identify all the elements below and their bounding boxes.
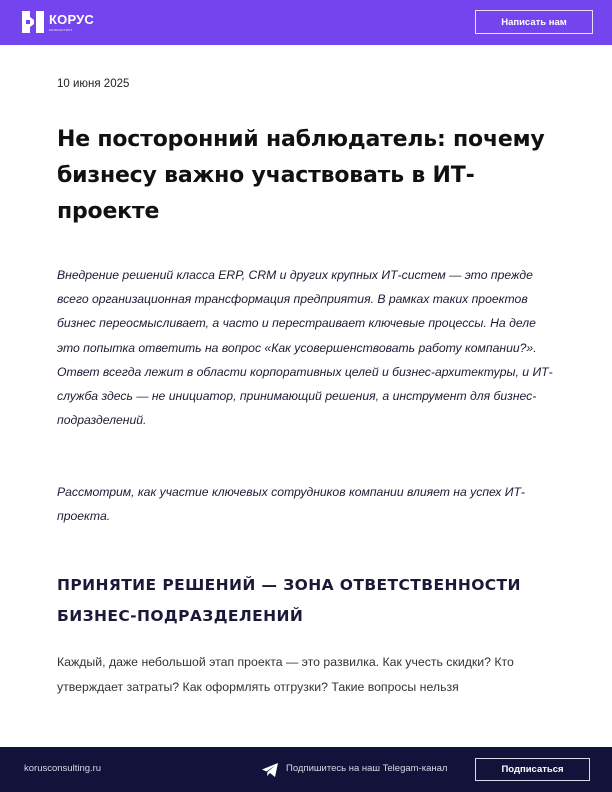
contact-us-button[interactable]: Написать нам xyxy=(475,10,593,34)
telegram-prompt: Подпишитесь на наш Telegam-канал xyxy=(286,763,448,774)
logo-subtitle: консалтинг xyxy=(49,26,73,32)
article-body-text: Каждый, даже небольшой этап проекта — это развилка. Как учесть скидки? Кто утверждает затраты? Как оформлять отгрузки? Такие вопросы нельзя xyxy=(57,655,514,694)
subscribe-button[interactable]: Подписаться xyxy=(475,758,590,781)
logo-name: КОРУС xyxy=(49,11,95,27)
article-lead: Внедрение решений класса ERP, CRM и других крупных ИТ-систем — это прежде всего организационная трансформация предприятия. В рамках таких проектов бизнес переосмысливает, а часто и перестраивает ключевые процессы. На деле это попытка ответить на вопрос «Как усовершенствовать работу компании?». Ответ всегда лежит в области корпоративных целей и бизнес-архитектуры, и ИТ-служба здесь — не инициатор, принимающий решения, а инструмент для бизнес-подразделений. xyxy=(57,268,553,428)
site-header xyxy=(0,0,612,45)
article-lead-secondary: Рассмотрим, как участие ключевых сотрудников компании влияет на успех ИТ-проекта. xyxy=(57,485,525,524)
korus-logo-icon xyxy=(22,11,44,33)
korus-logo[interactable] xyxy=(22,11,94,33)
publish-date: 10 июня 2025 xyxy=(57,78,130,90)
footer-site-link[interactable]: korusconsulting.ru xyxy=(24,763,102,774)
site-footer xyxy=(0,747,612,792)
article-title: Не посторонний наблюдатель: почему бизнесу важно участвовать в ИТ-проекте xyxy=(57,127,545,224)
section-heading: ПРИНЯТИЕ РЕШЕНИЙ — ЗОНА ОТВЕТСТВЕННОСТИ БИЗНЕС-ПОДРАЗДЕЛЕНИЙ xyxy=(57,576,521,625)
telegram-icon xyxy=(262,763,278,777)
